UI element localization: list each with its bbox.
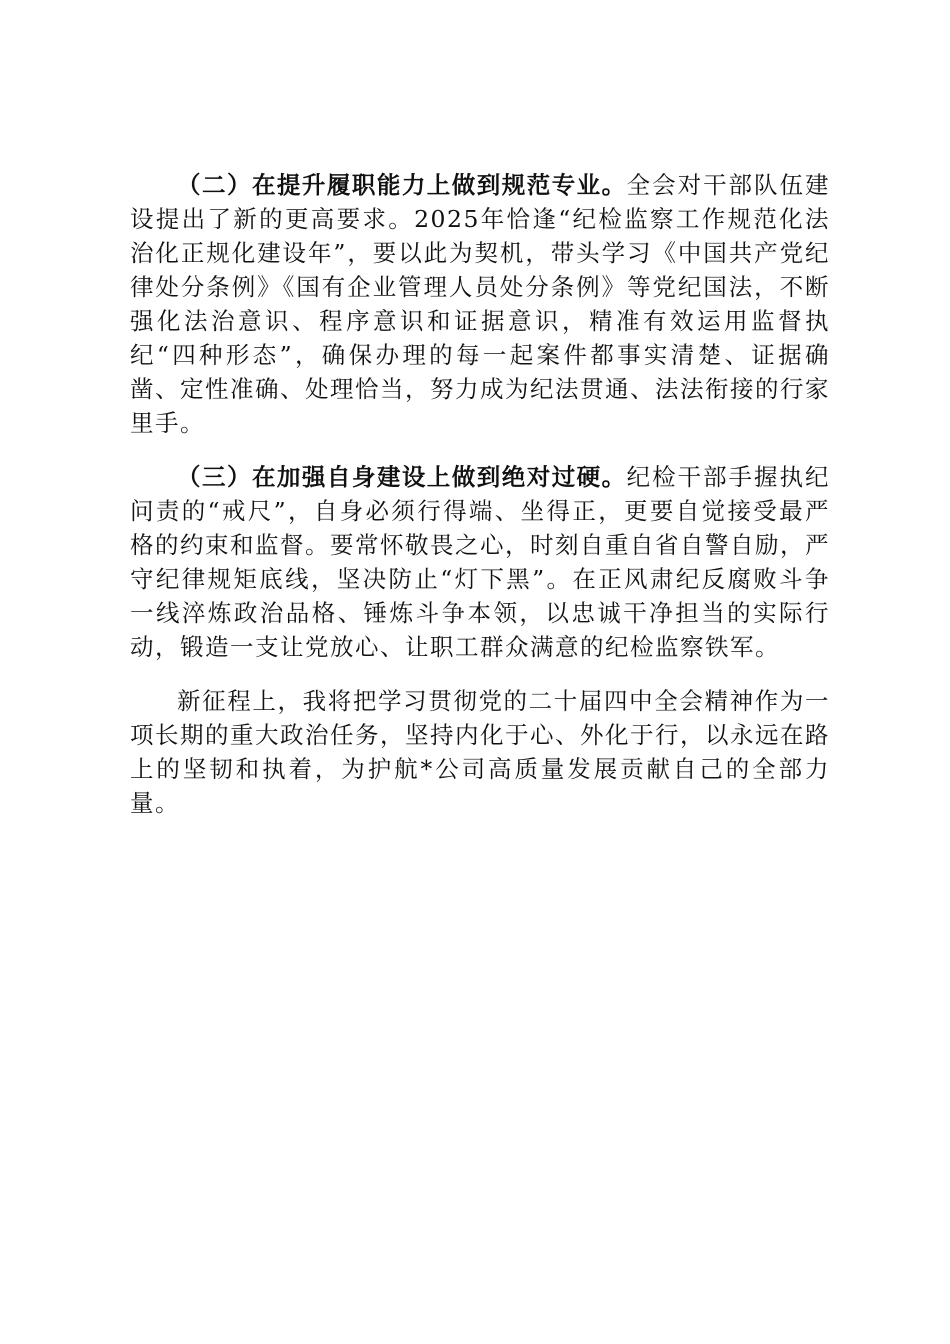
paragraph-two-body: 全会对干部队伍建设提出了新的更高要求。2025年恰逢“纪检监察工作规范化法治化正规化建设年”，要以此为契机，带头学习《中国共产党纪律处分条例》《国有企业管理人员处分条例》等党纪国法，不断强化法治意识、程序意识和证据意识，精准有效运用监督执纪“四种形态”，确保办理的每一起案件都事实清楚、证据确凿、定性准确、处理恰当，努力成为纪法贯通、法法衔接的行家里手。 bbox=[130, 171, 831, 437]
paragraph-two-heading: （二）在提升履职能力上做到规范专业。 bbox=[177, 171, 627, 199]
paragraph-three-heading: （三）在加强自身建设上做到绝对过硬。 bbox=[177, 463, 627, 491]
closing-paragraph-body: 新征程上，我将把学习贯彻党的二十届四中全会精神作为一项长期的重大政治任务，坚持内化于心、外化于行，以永远在路上的坚韧和执着，为护航*公司高质量发展贡献自己的全部力量。 bbox=[130, 687, 830, 817]
closing-paragraph bbox=[130, 684, 830, 820]
paragraph-three bbox=[130, 460, 830, 664]
paragraph-three-body: 纪检干部手握执纪问责的“戒尺”，自身必须行得端、坐得正，更要自觉接受最严格的约束和监督。要常怀敬畏之心，时刻自重自省自警自励，严守纪律规矩底线，坚决防止“灯下黑”。在正风肃纪反腐败斗争一线淬炼政治品格、锤炼斗争本领，以忠诚干净担当的实际行动，锻造一支让党放心、让职工群众满意的纪检监察铁军。 bbox=[130, 463, 831, 661]
document-body bbox=[130, 168, 830, 840]
paragraph-two bbox=[130, 168, 830, 440]
